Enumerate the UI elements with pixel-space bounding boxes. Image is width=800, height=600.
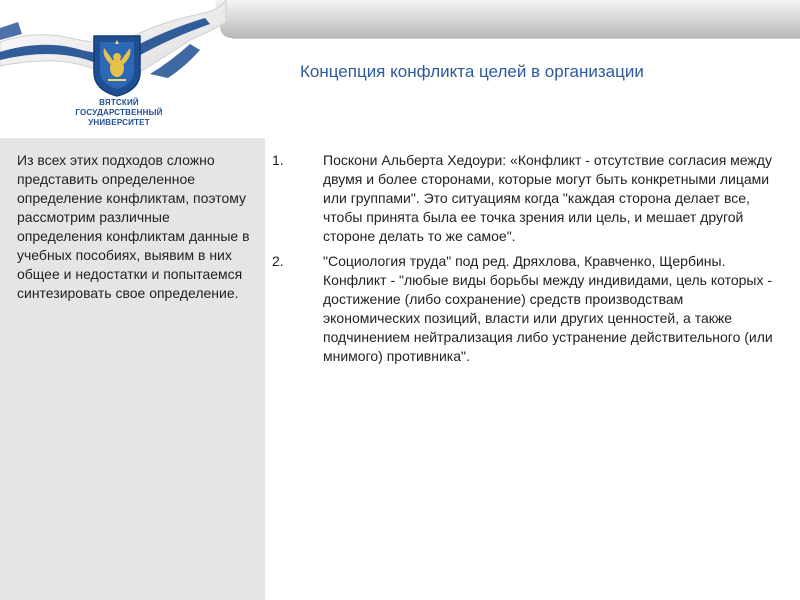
- university-name-line: УНИВЕРСИТЕТ: [88, 118, 150, 127]
- university-name: [60, 98, 178, 128]
- university-crest-icon: [90, 34, 144, 98]
- university-name-line: ГОСУДАРСТВЕННЫЙ: [75, 108, 163, 117]
- list-item: [272, 252, 782, 366]
- university-name-line: ВЯТСКИЙ: [99, 98, 139, 107]
- list-item: [272, 151, 782, 246]
- page-title: Концепция конфликта целей в организации: [300, 62, 644, 81]
- list-item-number: 2.: [272, 253, 284, 269]
- list-item-number: 1.: [272, 152, 284, 168]
- intro-paragraph: Из всех этих подходов сложно представить определенное определение конфликтам, поэтому рассмотрим различные определения конфликтам данные в учебных пособиях, выявим в них общее и недостатки и попытаемся синтезировать свое определение.: [17, 152, 250, 301]
- definition-list: [272, 151, 782, 372]
- list-item-text: "Социология труда" под ред. Дряхлова, Кравченко, Щербины. Конфликт - "любые виды борьбы между индивидами, цель которых - достижение (либо сохранение) средств производствам экономических позиций, власти или других ценностей, а также подчинением нейтрализация либо устранение действительного (или мнимого) противника".: [323, 253, 773, 364]
- list-item-text: Поскони Альберта Хедоури: «Конфликт - отсутствие согласия между двумя и более сторонами, которые могут быть конкретными лицами или группами". Это ситуациям когда "каждая сторона делает все, чтобы принята была ее точка зрения или цель, и мешает другой стороне делать то же самое".: [323, 152, 772, 244]
